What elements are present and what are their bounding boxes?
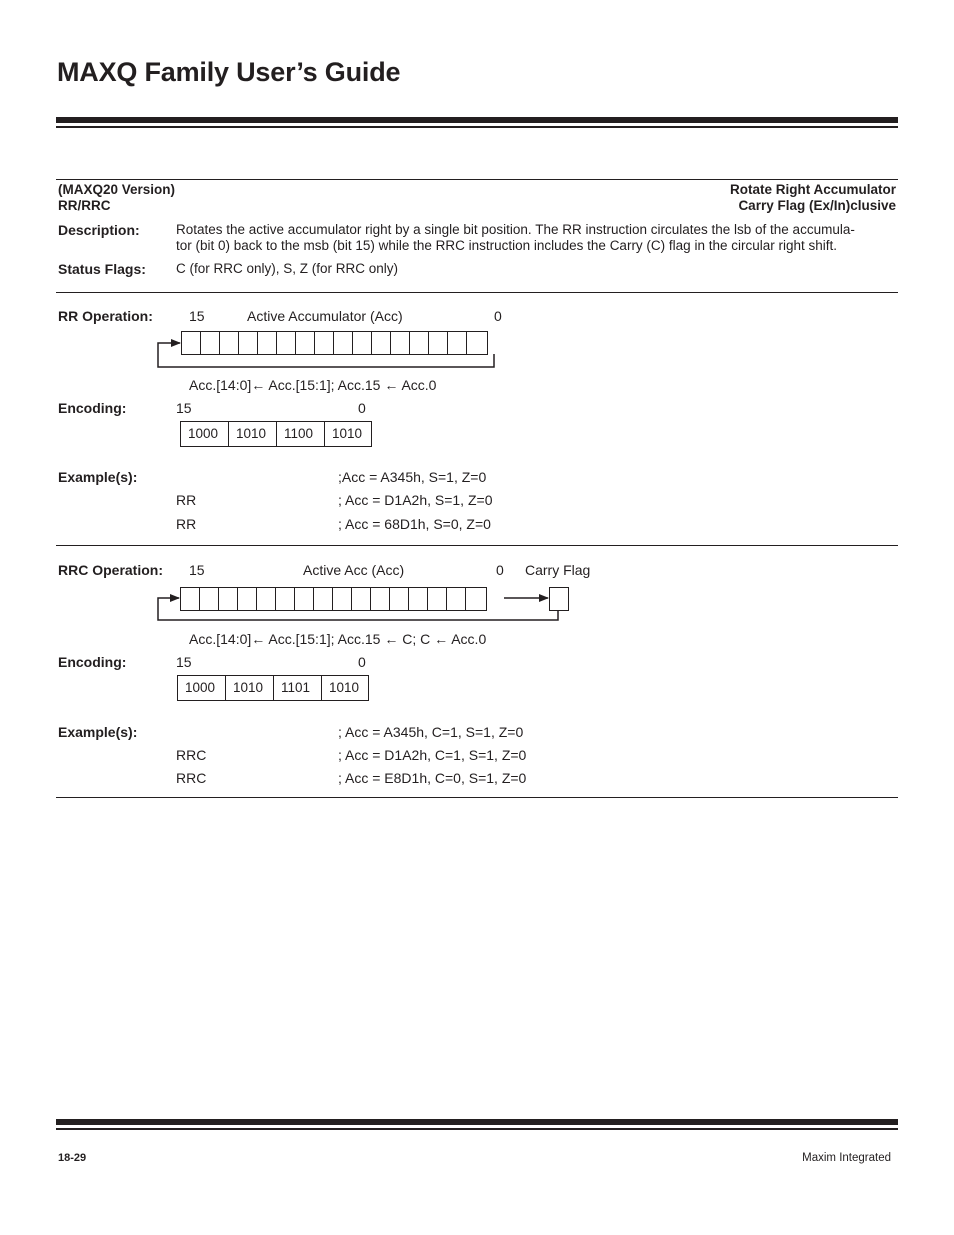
rr-formula: Acc.[14:0]← Acc.[15:1]; Acc.15 ← Acc.0	[189, 377, 437, 393]
rrc-example-comment: ; Acc = A345h, C=1, S=1, Z=0	[338, 724, 524, 740]
rr-encoding-nibble: 1000	[181, 422, 229, 446]
header-rule-thick	[56, 117, 898, 123]
rr-operation-label: RR Operation:	[58, 308, 153, 324]
rrc-carry-label: Carry Flag	[525, 562, 591, 578]
rrc-rotate-arrow	[150, 585, 570, 629]
company-name: Maxim Integrated	[802, 1152, 891, 1164]
rrc-example-comment: ; Acc = D1A2h, C=1, S=1, Z=0	[338, 747, 527, 763]
footer-rule-thick	[56, 1119, 898, 1125]
rrc-encoding-nibble: 1010	[226, 676, 274, 700]
rr-bit-high: 15	[189, 308, 205, 324]
section-rule-rr	[56, 292, 898, 293]
rrc-examples-label: Example(s):	[58, 724, 138, 740]
description-text	[176, 222, 898, 254]
rrc-example-instr: RRC	[176, 770, 207, 786]
rrc-example-comment: ; Acc = E8D1h, C=0, S=1, Z=0	[338, 770, 527, 786]
rrc-encoding-label: Encoding:	[58, 654, 127, 670]
rrc-bit-low: 0	[496, 562, 504, 578]
rrc-formula: Acc.[14:0]← Acc.[15:1]; Acc.15 ← C; C ← Acc.0	[189, 631, 487, 647]
rr-bit-low: 0	[494, 308, 502, 324]
section-rule-bottom	[56, 797, 898, 798]
description-line-1: Rotates the active accumulator right by a single bit position. The RR instruction circulates the lsb of the accumula-	[176, 222, 855, 237]
instruction-name-2: Carry Flag (Ex/In)clusive	[738, 198, 896, 213]
rr-example-instr: RR	[176, 516, 197, 532]
rr-register-label: Active Accumulator (Acc)	[247, 308, 403, 324]
instruction-name-1: Rotate Right Accumulator	[729, 182, 896, 197]
description-label: Description:	[58, 222, 140, 238]
status-flags-label: Status Flags:	[58, 261, 146, 277]
rr-encoding-nibble: 1010	[229, 422, 277, 446]
rrc-encoding-nibble: 1010	[329, 680, 360, 695]
rrc-enc-bit-high: 15	[176, 654, 192, 670]
header-rule-thin	[56, 126, 898, 128]
footer-rule-thin	[56, 1128, 898, 1130]
rr-encoding-nibble: 1100	[277, 422, 325, 446]
rr-rotate-arrow	[150, 330, 520, 374]
section-rule-rrc	[56, 545, 898, 546]
rr-example-comment: ; Acc = 68D1h, S=0, Z=0	[338, 516, 491, 532]
rrc-operation-label: RRC Operation:	[58, 562, 163, 578]
rr-example-comment: ; Acc = D1A2h, S=1, Z=0	[338, 492, 493, 508]
rrc-encoding-nibble: 1101	[274, 676, 322, 700]
rr-enc-bit-high: 15	[176, 400, 192, 416]
rr-example-instr: RR	[176, 492, 197, 508]
rr-encoding-label: Encoding:	[58, 400, 127, 416]
rrc-bit-high: 15	[189, 562, 205, 578]
rrc-example-instr: RRC	[176, 747, 207, 763]
rr-examples-label: Example(s):	[58, 469, 138, 485]
section-rule-top	[56, 179, 898, 180]
rrc-enc-bit-low: 0	[358, 654, 366, 670]
version-label: (MAXQ20 Version)	[58, 182, 176, 197]
mnemonic-label: RR/RRC	[58, 198, 111, 213]
page-number: 18-29	[58, 1152, 87, 1164]
rr-encoding-box	[180, 421, 372, 447]
rr-example-comment: ;Acc = A345h, S=1, Z=0	[338, 469, 487, 485]
rr-enc-bit-low: 0	[358, 400, 366, 416]
rrc-encoding-box	[177, 675, 369, 701]
rrc-register-label: Active Acc (Acc)	[303, 562, 405, 578]
status-flags-value: C (for RRC only), S, Z (for RRC only)	[176, 261, 399, 276]
description-line-2: tor (bit 0) back to the msb (bit 15) while the RRC instruction includes the Carry (C) flag in the circular right shift.	[176, 238, 837, 253]
page-title: MAXQ Family User’s Guide	[57, 57, 401, 87]
rrc-encoding-nibble: 1000	[178, 676, 226, 700]
rr-encoding-nibble: 1010	[332, 426, 363, 441]
